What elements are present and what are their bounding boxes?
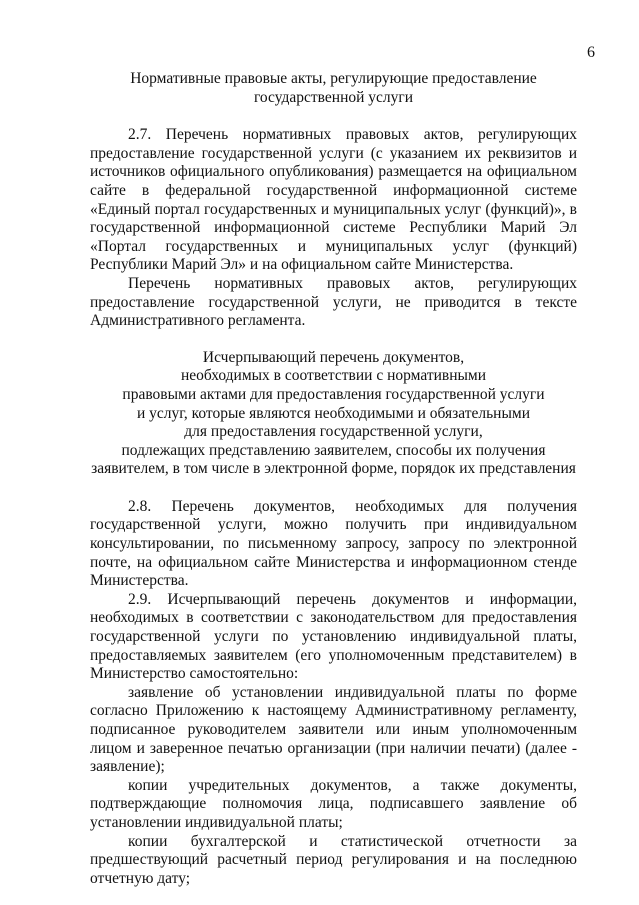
heading-line: заявителем, в том числе в электронной форме, порядок их представления	[91, 460, 576, 478]
heading-line: Исчерпывающий перечень документов,	[202, 348, 465, 366]
page-number: 6	[587, 44, 595, 61]
paragraph-2-7: 2.7. Перечень нормативных правовых актов, регулирующих предоставление государственной услуги (с указанием их реквизитов и источников официального опубликования) размещается на официальном сайте в федеральной государственной информационной системе «Единый портал государственных и муниципальных услуг (функций)», в государственной информационной системе Республики Марий Эл «Портал государственных и муниципальных услуг (функций) Республики Марий Эл» и на официальном сайте Министерства.	[90, 126, 577, 274]
document-body	[90, 70, 577, 888]
list-item-founding-documents: копии учредительных документов, а также документы, подтверждающие полномочия лица, подписавшего заявление об установлении индивидуальной платы;	[90, 776, 577, 831]
heading-line: подлежащих представлению заявителем, способы их получения	[121, 441, 546, 459]
section-heading-normative-acts	[90, 70, 577, 107]
paragraph-2-9: 2.9. Исчерпывающий перечень документов и информации, необходимых в соответствии с законодательством для предоставления государственной услуги по установлению индивидуальной платы, предоставляемых заявителем (его уполномоченным представителем) в Министерство самостоятельно:	[90, 590, 577, 683]
paragraph-2-8: 2.8. Перечень документов, необходимых для получения государственной услуги, можно получить при индивидуальном консультировании, по письменному запросу, запросу по электронной почте, на официальном сайте Министерства и информационном стенде Министерства.	[90, 497, 577, 590]
list-item-accounting-reports: копии бухгалтерской и статистической отчетности за предшествующий расчетный период регулирования и на последнюю отчетную дату;	[90, 832, 577, 887]
heading-line: и услуг, которые являются необходимыми и обязательными	[137, 404, 530, 422]
paragraph-list-note: Перечень нормативных правовых актов, регулирующих предоставление государственной услуги, не приводится в тексте Административного регламента.	[90, 274, 577, 330]
heading-line: государственной услуги	[253, 88, 414, 106]
heading-line: для предоставления государственной услуги,	[184, 423, 483, 441]
list-item-application: заявление об установлении индивидуальной платы по форме согласно Приложению к настоящему Административному регламенту, подписанное руководителем заявители или иным уполномоченным лицом и заверенное печатью организации (при наличии печати) (далее - заявление);	[90, 683, 577, 776]
heading-line: правовыми актами для предоставления государственной услуги	[122, 385, 545, 403]
heading-line: Нормативные правовые акты, регулирующие предоставление	[130, 70, 537, 87]
heading-line: необходимых в соответствии с нормативными	[180, 367, 487, 385]
section-heading-documents-list	[90, 349, 577, 479]
